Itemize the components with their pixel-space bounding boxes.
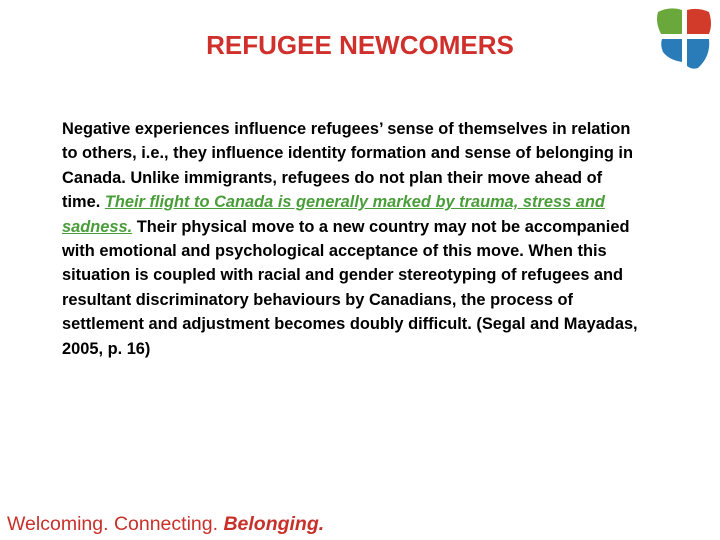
tagline-connecting: Connecting. bbox=[113, 513, 219, 535]
footer-tagline bbox=[7, 513, 324, 536]
tagline-belonging: Belonging. bbox=[223, 513, 325, 535]
tagline-welcoming: Welcoming. bbox=[7, 513, 109, 535]
quote-emphasis: Their flight to Canada is generally marked by trauma, stress and sadness. bbox=[62, 193, 605, 236]
quote-text-rest: Their physical move to a new country may not be accompanied with emotional and psychological acceptance of this move. When this situation is coupled with racial and gender stereotyping of refugees and resultant discriminatory behaviours by Canadians, the process of settlement and adjustment becomes doubly difficult. (Segal and Mayadas, 2005, p. 16) bbox=[62, 217, 638, 358]
quote-paragraph bbox=[62, 117, 642, 361]
quote-text-intro: Negative experiences influence refugees’ sense of themselves in relation to others, i.e., they influence identity formation and sense of belonging in Canada. Unlike immigrants, refugees do not plan their move ahead of time. bbox=[62, 120, 633, 212]
page-title: REFUGEE NEWCOMERS bbox=[206, 30, 514, 60]
